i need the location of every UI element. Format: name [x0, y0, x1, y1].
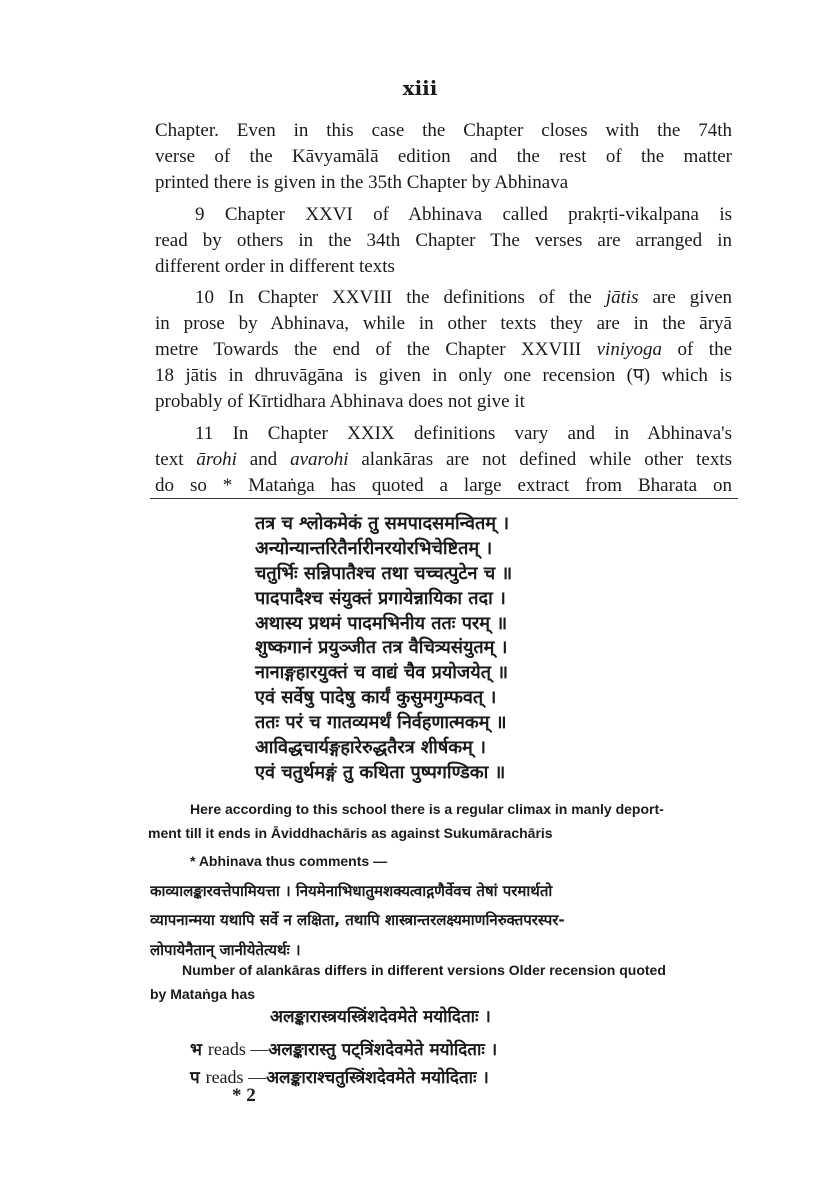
paragraph-11 [155, 421, 732, 499]
text-line: verse of the Kāvyamālā edition and the rest of the matter [155, 146, 732, 167]
italic-term: avarohi [290, 449, 349, 470]
text-line: do so * Mataṅga has quoted a large extract from Bharata on [155, 475, 732, 496]
text-line: 11 In Chapter XXIX definitions vary and in Abhinava's [195, 423, 732, 444]
verse-line: एवं सर्वेषु पादेषु कार्यं कुसुमगुम्फवत् । [255, 687, 497, 709]
text-line: read by others in the 34th Chapter The verses are arranged in [155, 230, 732, 251]
reads-label: reads — [205, 1067, 267, 1087]
text-line: different order in different texts [155, 256, 395, 277]
footnote-line: काव्यालङ्कारवत्तेपामियत्ता । नियमेनाभिधातुमशक्यत्वाद्गणैर्वेवच तेषां परमार्थतो [150, 881, 553, 900]
text-line: in prose by Abhinava, while in other texts they are in the āryā [155, 313, 732, 334]
verse-line: पादपादैश्च संयुक्तं प्रगायेन्नायिका तदा । [255, 587, 506, 609]
text-run: text [155, 449, 184, 470]
note-line: ment till it ends in Āviddhachāris as against Sukumārachāris [148, 825, 553, 841]
footnote-label: * Abhinava thus comments — [190, 853, 388, 869]
footnote-separator [150, 498, 738, 499]
verse-line: अथास्य प्रथमं पादमभिनीय ततः परम् ॥ [255, 612, 508, 634]
page-number: xiii [402, 76, 438, 100]
italic-term: viniyoga [596, 339, 663, 360]
text-run: 10 In Chapter XXVIII the definitions of the [195, 287, 592, 308]
text-line [155, 447, 732, 473]
verse-line: आविद्धचार्यङ्गहारेरुद्धतैरत्र शीर्षकम् । [255, 737, 486, 759]
sanskrit-verse-block [255, 512, 755, 786]
text-run: alankāras are not defined while other texts [361, 449, 733, 470]
footnote-abhinava [150, 847, 732, 965]
siglum: भ [190, 1040, 202, 1060]
text-run: metre Towards the end of the Chapter XXVIII [155, 339, 582, 360]
text-line: Chapter. Even in this case the Chapter closes with the 74th [155, 120, 732, 141]
paragraph-9 [155, 202, 732, 280]
siglum: प [190, 1068, 200, 1088]
note-line: by Mataṅga has [150, 986, 256, 1002]
text-line: 18 jātis in dhruvāgāna is given in only one recension (प) which is [155, 365, 732, 386]
text-line: printed there is given in the 35th Chapter by Abhinava [155, 172, 569, 193]
reading-text: अलङ्कारास्तु पट्त्रिंशदेवमेते मयोदिताः । [268, 1040, 498, 1060]
text-run: and [249, 449, 278, 470]
italic-term: ārohi [196, 449, 237, 470]
note-line: Here according to this school there is a regular climax in manly deport- [190, 801, 664, 817]
verse-line: ततः परं च गातव्यमर्थं निर्वहणात्मकम् ॥ [255, 712, 507, 734]
footnote-line [150, 847, 732, 877]
verse-line: एवं चतुर्थमङ्गं तु कथिता पुष्पगण्डिका ॥ [255, 761, 506, 783]
alankara-count-note [150, 958, 732, 1006]
note-line: Number of alankāras differs in different versions Older recension quoted [182, 962, 666, 978]
reading-bha [190, 1035, 497, 1064]
text-line: 9 Chapter XXVI of Abhinava called prakṛti-vikalpana is [195, 204, 732, 225]
paragraph-10 [155, 285, 732, 415]
verse-line: चतुर्भिः सन्निपातैश्च तथा चच्चत्पुटेन च ॥ [255, 562, 513, 584]
reading-text: अलङ्काराश्चतुस्त्रिंशदेवमेते मयोदिताः । [266, 1068, 489, 1088]
footnote-line: व्यापनान्मया यथापि सर्वे न लक्षिता, तथापि शास्त्रान्तरलक्ष्यमाणनिरुक्तपरस्पर- [150, 911, 565, 929]
text-line [155, 337, 732, 363]
verse-line: शुष्कगानं प्रयुञ्जीत तत्र वैचित्र्यसंयुतम् । [255, 637, 508, 659]
verse-line: तत्र च श्लोकमेकं तु समपादसमन्वितम् । [255, 513, 510, 534]
text-run: of the [677, 339, 733, 360]
text-line: probably of Kīrtidhara Abhinava does not give it [155, 391, 525, 412]
text-line [155, 285, 732, 311]
verse-line: नानाङ्गहारयुक्तं च वाद्यं चैव प्रयोजयेत् ॥ [255, 662, 509, 684]
verse-line: अन्योन्यान्तरितैर्नारीनरयोरभिचेष्टितम् । [255, 537, 493, 559]
footnote-line: लोपायेनैतान् जानीयेतेत्यर्थः । [150, 940, 301, 959]
italic-term: jātis [605, 287, 639, 308]
text-run: are given [652, 287, 733, 308]
paragraph-chapter-close [155, 118, 732, 196]
reads-label: reads — [207, 1039, 269, 1059]
signature-mark: * 2 [232, 1085, 256, 1106]
older-recension-verse: अलङ्कारास्त्रयस्त्रिंशदेवमेते मयोदिताः । [270, 1007, 491, 1027]
verse-note [148, 797, 732, 845]
